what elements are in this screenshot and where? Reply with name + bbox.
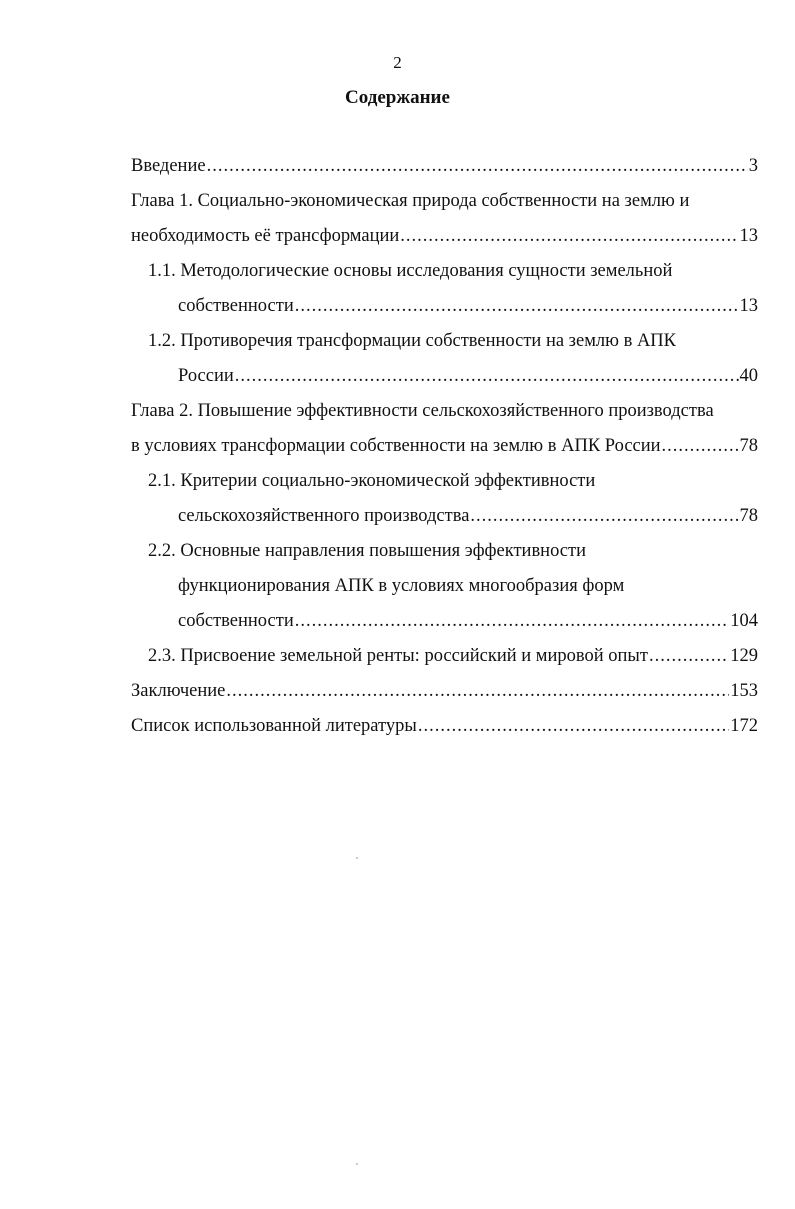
toc-entry-page: 104 — [730, 611, 758, 631]
toc-entry-section-2-1[interactable] — [178, 503, 758, 529]
toc-entry-page: 78 — [739, 506, 758, 526]
toc-entry-page: 40 — [739, 366, 758, 386]
toc-entry-label: в условиях трансформации собственности на землю в АПК России — [131, 436, 661, 456]
toc-entry-label: собственности — [178, 611, 294, 631]
leader-dots — [226, 678, 729, 704]
toc-entry-page: 172 — [730, 716, 758, 736]
leader-dots — [295, 293, 739, 319]
leader-dots — [295, 608, 730, 634]
toc-entry-section-2-2-line2[interactable]: функционирования АПК в условиях многообразия форм — [178, 576, 625, 596]
toc-entry-label: Введение — [131, 156, 206, 176]
toc-entry-page: 3 — [748, 156, 758, 176]
toc-entry-section-2-1-line1[interactable]: 2.1. Критерии социально-экономической эффективности — [148, 471, 596, 491]
toc-entry-section-1-1[interactable] — [178, 293, 758, 319]
toc-entry-label: 2.3. Присвоение земельной ренты: российский и мировой опыт — [148, 646, 648, 666]
toc-entry-section-2-2-line1[interactable]: 2.2. Основные направления повышения эффективности — [148, 541, 586, 561]
toc-entry-section-2-3[interactable] — [148, 643, 758, 669]
leader-dots — [649, 643, 729, 669]
toc-entry-chapter-2-line1[interactable]: Глава 2. Повышение эффективности сельскохозяйственного производства — [131, 401, 714, 421]
leader-dots — [207, 153, 748, 179]
toc-entry-chapter-1-line1[interactable]: Глава 1. Социально-экономическая природа собственности на землю и — [131, 191, 690, 211]
toc-entry-label: сельскохозяйственного производства — [178, 506, 470, 526]
toc-entry-label: собственности — [178, 296, 294, 316]
toc-entry-section-1-2-line1[interactable]: 1.2. Противоречия трансформации собственности на землю в АПК — [148, 331, 677, 351]
toc-entry-page: 78 — [739, 436, 758, 456]
toc-entry-label: необходимость её трансформации — [131, 226, 400, 246]
leader-dots — [470, 503, 738, 529]
toc-entry-page: 153 — [730, 681, 758, 701]
toc-entry-page: 129 — [730, 646, 758, 666]
toc-entry-introduction[interactable] — [131, 153, 758, 179]
toc-entry-bibliography[interactable] — [131, 713, 758, 739]
page-title: Содержание — [345, 87, 450, 108]
scan-speck — [356, 857, 358, 859]
toc-entry-label: России — [178, 366, 234, 386]
scan-speck — [356, 1163, 358, 1165]
toc-entry-section-1-2[interactable] — [178, 363, 758, 389]
toc-entry-page: 13 — [739, 226, 758, 246]
toc-entry-conclusion[interactable] — [131, 678, 758, 704]
leader-dots — [235, 363, 739, 389]
toc-entry-label: Заключение — [131, 681, 226, 701]
leader-dots — [400, 223, 738, 249]
leader-dots — [418, 713, 729, 739]
toc-entry-label: Список использованной литературы — [131, 716, 417, 736]
toc-entry-page: 13 — [739, 296, 758, 316]
toc-entry-section-1-1-line1[interactable]: 1.1. Методологические основы исследования сущности земельной — [148, 261, 673, 281]
toc-entry-chapter-1[interactable] — [131, 223, 758, 249]
toc-entry-section-2-2[interactable] — [178, 608, 758, 634]
leader-dots — [662, 433, 739, 459]
page-number: 2 — [393, 53, 402, 72]
toc-entry-chapter-2[interactable] — [131, 433, 758, 459]
